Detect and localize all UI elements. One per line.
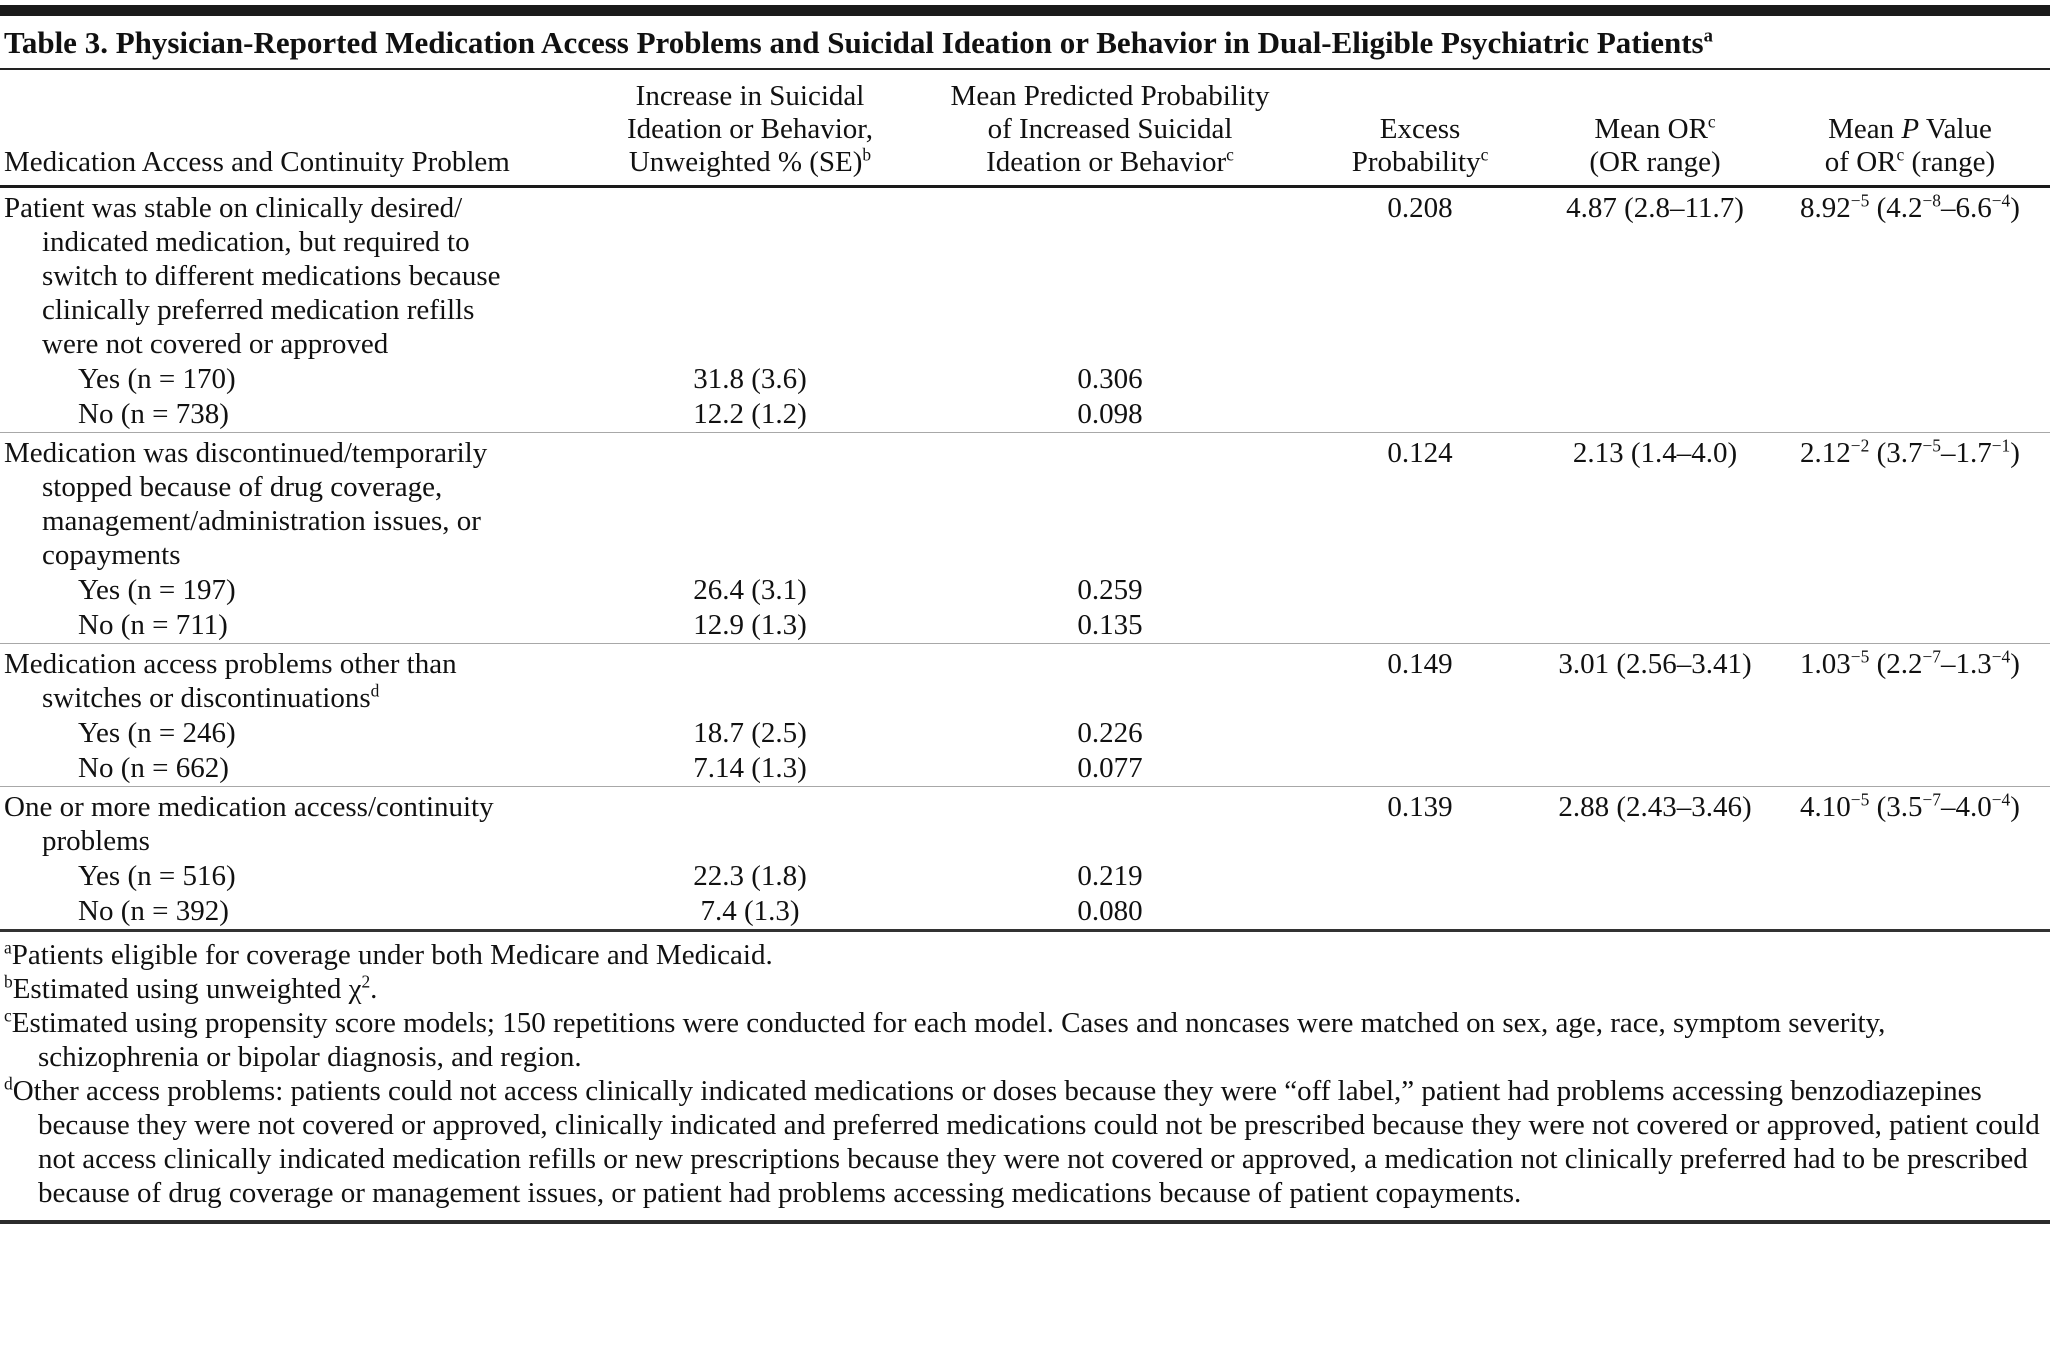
empty-cell [920, 433, 1300, 574]
problem-label-line: switch to different medications because [42, 260, 501, 292]
empty-cell [1540, 894, 1770, 931]
p-value-cell: $2.12^{-2}$ $(3.7^{-5}-1.7^{-1})$ [1800, 435, 2020, 469]
p-value-cell: $1.03^{-5}$ $(2.2^{-7}-1.3^{-4})$ [1800, 646, 2020, 680]
subrow-label-cell: Yes (n = 197) [78, 574, 236, 606]
pct-se-cell: 7.14 (1.3) [693, 752, 807, 784]
empty-cell [1300, 362, 1540, 397]
problem-label-line: indicated medication, but required to [42, 226, 470, 258]
footnotes [0, 932, 2050, 1224]
header-line: Mean $OR^c$ [1594, 111, 1716, 145]
table-group [0, 644, 2050, 787]
empty-cell [1300, 397, 1540, 433]
empty-cell [1300, 573, 1540, 608]
problem-label-cell [0, 644, 580, 717]
table-group [0, 187, 2050, 433]
footnote: $^d$Other access problems: patients could not access clinically indicated medications or doses because they were “off label,” patient had problems accessing benzodiazepines because they were not covered or approved, clinically indicated and preferred medications could not be prescribed because they were not covered or approved, patient could not access clinically indicated medication refills or new prescriptions because they were not covered or approved, a medication not clinically preferred had to be prescribed because of drug coverage or management issues, or patient had problems accessing medications because of patient copayments. [4, 1073, 2040, 1209]
pct-se-cell: 12.9 (1.3) [693, 609, 807, 641]
column-header-mean-or [1540, 70, 1770, 187]
empty-cell [580, 644, 920, 717]
empty-cell [1540, 751, 1770, 787]
pct-se-cell: 7.4 (1.3) [700, 895, 800, 927]
column-header-p-value [1770, 70, 2050, 187]
table-group [0, 433, 2050, 644]
header-line: of Increased Suicidal [987, 113, 1233, 145]
empty-cell [1300, 716, 1540, 751]
problem-label-line: were not covered or approved [42, 328, 389, 360]
subrow-label-cell: Yes (n = 170) [78, 363, 236, 395]
empty-cell [920, 787, 1300, 860]
problem-label-line: copayments [42, 539, 181, 571]
empty-cell [1300, 859, 1540, 894]
subgroup-row [0, 716, 2050, 751]
empty-cell [1540, 397, 1770, 433]
predicted-probability-cell: 0.098 [1077, 398, 1143, 430]
subrow-label-cell: No (n = 662) [78, 752, 229, 784]
header-line: (OR range) [1589, 146, 1721, 178]
header-line: Medication Access and Continuity Problem [4, 146, 510, 178]
header-line: of $OR^c$ (range) [1824, 144, 1996, 178]
problem-label-cell [0, 433, 580, 574]
subrow-label-cell: Yes (n = 516) [78, 860, 236, 892]
empty-cell [1540, 362, 1770, 397]
predicted-probability-cell: 0.226 [1077, 717, 1143, 749]
empty-cell [1770, 608, 2050, 644]
empty-cell [1300, 608, 1540, 644]
column-header-predicted-probability [920, 70, 1300, 187]
empty-cell [1300, 751, 1540, 787]
problem-label-line: Medication access problems other than [4, 648, 457, 680]
header-line: Probability$^c$ [1351, 144, 1489, 178]
subgroup-row [0, 362, 2050, 397]
mean-or-cell: 2.88 (2.43–3.46) [1558, 791, 1752, 823]
empty-cell [1770, 397, 2050, 433]
group-header-row [0, 787, 2050, 860]
mean-or-cell: 2.13 (1.4–4.0) [1572, 437, 1738, 469]
predicted-probability-cell: 0.259 [1077, 574, 1143, 606]
footnote: $^b$Estimated using unweighted $\chi^2$. [4, 971, 378, 1005]
mean-or-cell: 3.01 (2.56–3.41) [1558, 648, 1752, 680]
header-line: Mean Predicted Probability [950, 80, 1270, 112]
p-value-cell: $8.92^{-5}$ $(4.2^{-8}-6.6^{-4})$ [1800, 190, 2020, 224]
problem-label-line: management/administration issues, or [42, 505, 481, 537]
group-header-row [0, 433, 2050, 574]
empty-cell [1540, 573, 1770, 608]
predicted-probability-cell: 0.077 [1077, 752, 1143, 784]
header-row [0, 70, 2050, 187]
problem-label-line: stopped because of drug coverage, [42, 471, 443, 503]
empty-cell [1540, 859, 1770, 894]
header-line: Mean P Value [1828, 113, 1992, 145]
top-rule [0, 5, 2050, 16]
empty-cell [1540, 608, 1770, 644]
header-line: Ideation or Behavior$^c$ [986, 144, 1234, 178]
header-line: Ideation or Behavior, [626, 113, 874, 145]
predicted-probability-cell: 0.080 [1077, 895, 1143, 927]
header-line: Unweighted % (SE)$^b$ [628, 144, 872, 178]
empty-cell [1770, 894, 2050, 931]
table-header [0, 70, 2050, 187]
subgroup-row [0, 751, 2050, 787]
column-header-problem [0, 70, 580, 187]
footnote: $^c$Estimated using propensity score models; 150 repetitions were conducted for each model. Cases and noncases were matched on sex, age, race, symptom severity, schizophrenia or bipolar diagnosis, and region. [4, 1005, 1886, 1073]
subgroup-row [0, 608, 2050, 644]
empty-cell [1300, 894, 1540, 931]
predicted-probability-cell: 0.306 [1077, 363, 1143, 395]
problem-label-line: problems [42, 825, 150, 857]
problem-label-line: clinically preferred medication refills [42, 294, 475, 326]
empty-cell [1770, 751, 2050, 787]
empty-cell [1770, 573, 2050, 608]
subrow-label-cell: Yes (n = 246) [78, 717, 236, 749]
table-title [0, 16, 2050, 70]
problem-label-cell [0, 187, 580, 363]
column-header-increase [580, 70, 920, 187]
pct-se-cell: 22.3 (1.8) [693, 860, 807, 892]
data-table [0, 70, 2050, 932]
p-value-cell: $4.10^{-5}$ $(3.5^{-7}-4.0^{-4})$ [1800, 789, 2020, 823]
table-title-footnote-marker: a [1703, 25, 1713, 47]
excess-probability-cell: 0.149 [1387, 648, 1453, 680]
subgroup-row [0, 859, 2050, 894]
empty-cell [580, 787, 920, 860]
problem-label-line: Patient was stable on clinically desired/ [4, 192, 463, 224]
problem-label-line: switches or discontinuations$^d$ [42, 680, 380, 714]
header-line: Increase in Suicidal [635, 80, 865, 112]
empty-cell [580, 187, 920, 363]
subgroup-row [0, 397, 2050, 433]
excess-probability-cell: 0.124 [1387, 437, 1453, 469]
column-header-excess-probability [1300, 70, 1540, 187]
group-header-row [0, 187, 2050, 363]
table-group [0, 787, 2050, 931]
subrow-label-cell: No (n = 392) [78, 895, 229, 927]
subgroup-row [0, 894, 2050, 931]
empty-cell [1770, 716, 2050, 751]
problem-label-cell [0, 787, 580, 860]
empty-cell [580, 433, 920, 574]
pct-se-cell: 18.7 (2.5) [693, 717, 807, 749]
predicted-probability-cell: 0.219 [1077, 860, 1143, 892]
subgroup-row [0, 573, 2050, 608]
header-line: Excess [1379, 113, 1461, 145]
pct-se-cell: 31.8 (3.6) [693, 363, 807, 395]
subrow-label-cell: No (n = 738) [78, 398, 229, 430]
footnote: $^a$Patients eligible for coverage under both Medicare and Medicaid. [4, 937, 773, 971]
pct-se-cell: 26.4 (3.1) [693, 574, 807, 606]
predicted-probability-cell: 0.135 [1077, 609, 1143, 641]
empty-cell [1770, 362, 2050, 397]
group-header-row [0, 644, 2050, 717]
excess-probability-cell: 0.208 [1387, 192, 1453, 224]
empty-cell [1540, 716, 1770, 751]
problem-label-line: One or more medication access/continuity [4, 791, 494, 823]
empty-cell [920, 644, 1300, 717]
problem-label-line: Medication was discontinued/temporarily [4, 437, 488, 469]
pct-se-cell: 12.2 (1.2) [693, 398, 807, 430]
empty-cell [1770, 859, 2050, 894]
excess-probability-cell: 0.139 [1387, 791, 1453, 823]
mean-or-cell: 4.87 (2.8–11.7) [1566, 192, 1744, 224]
subrow-label-cell: No (n = 711) [78, 609, 228, 641]
table-title-text: Table 3. Physician-Reported Medication Access Problems and Suicidal Ideation or Behavior in Dual-Eligible Psychiatric Patients [4, 25, 1704, 60]
empty-cell [920, 187, 1300, 363]
